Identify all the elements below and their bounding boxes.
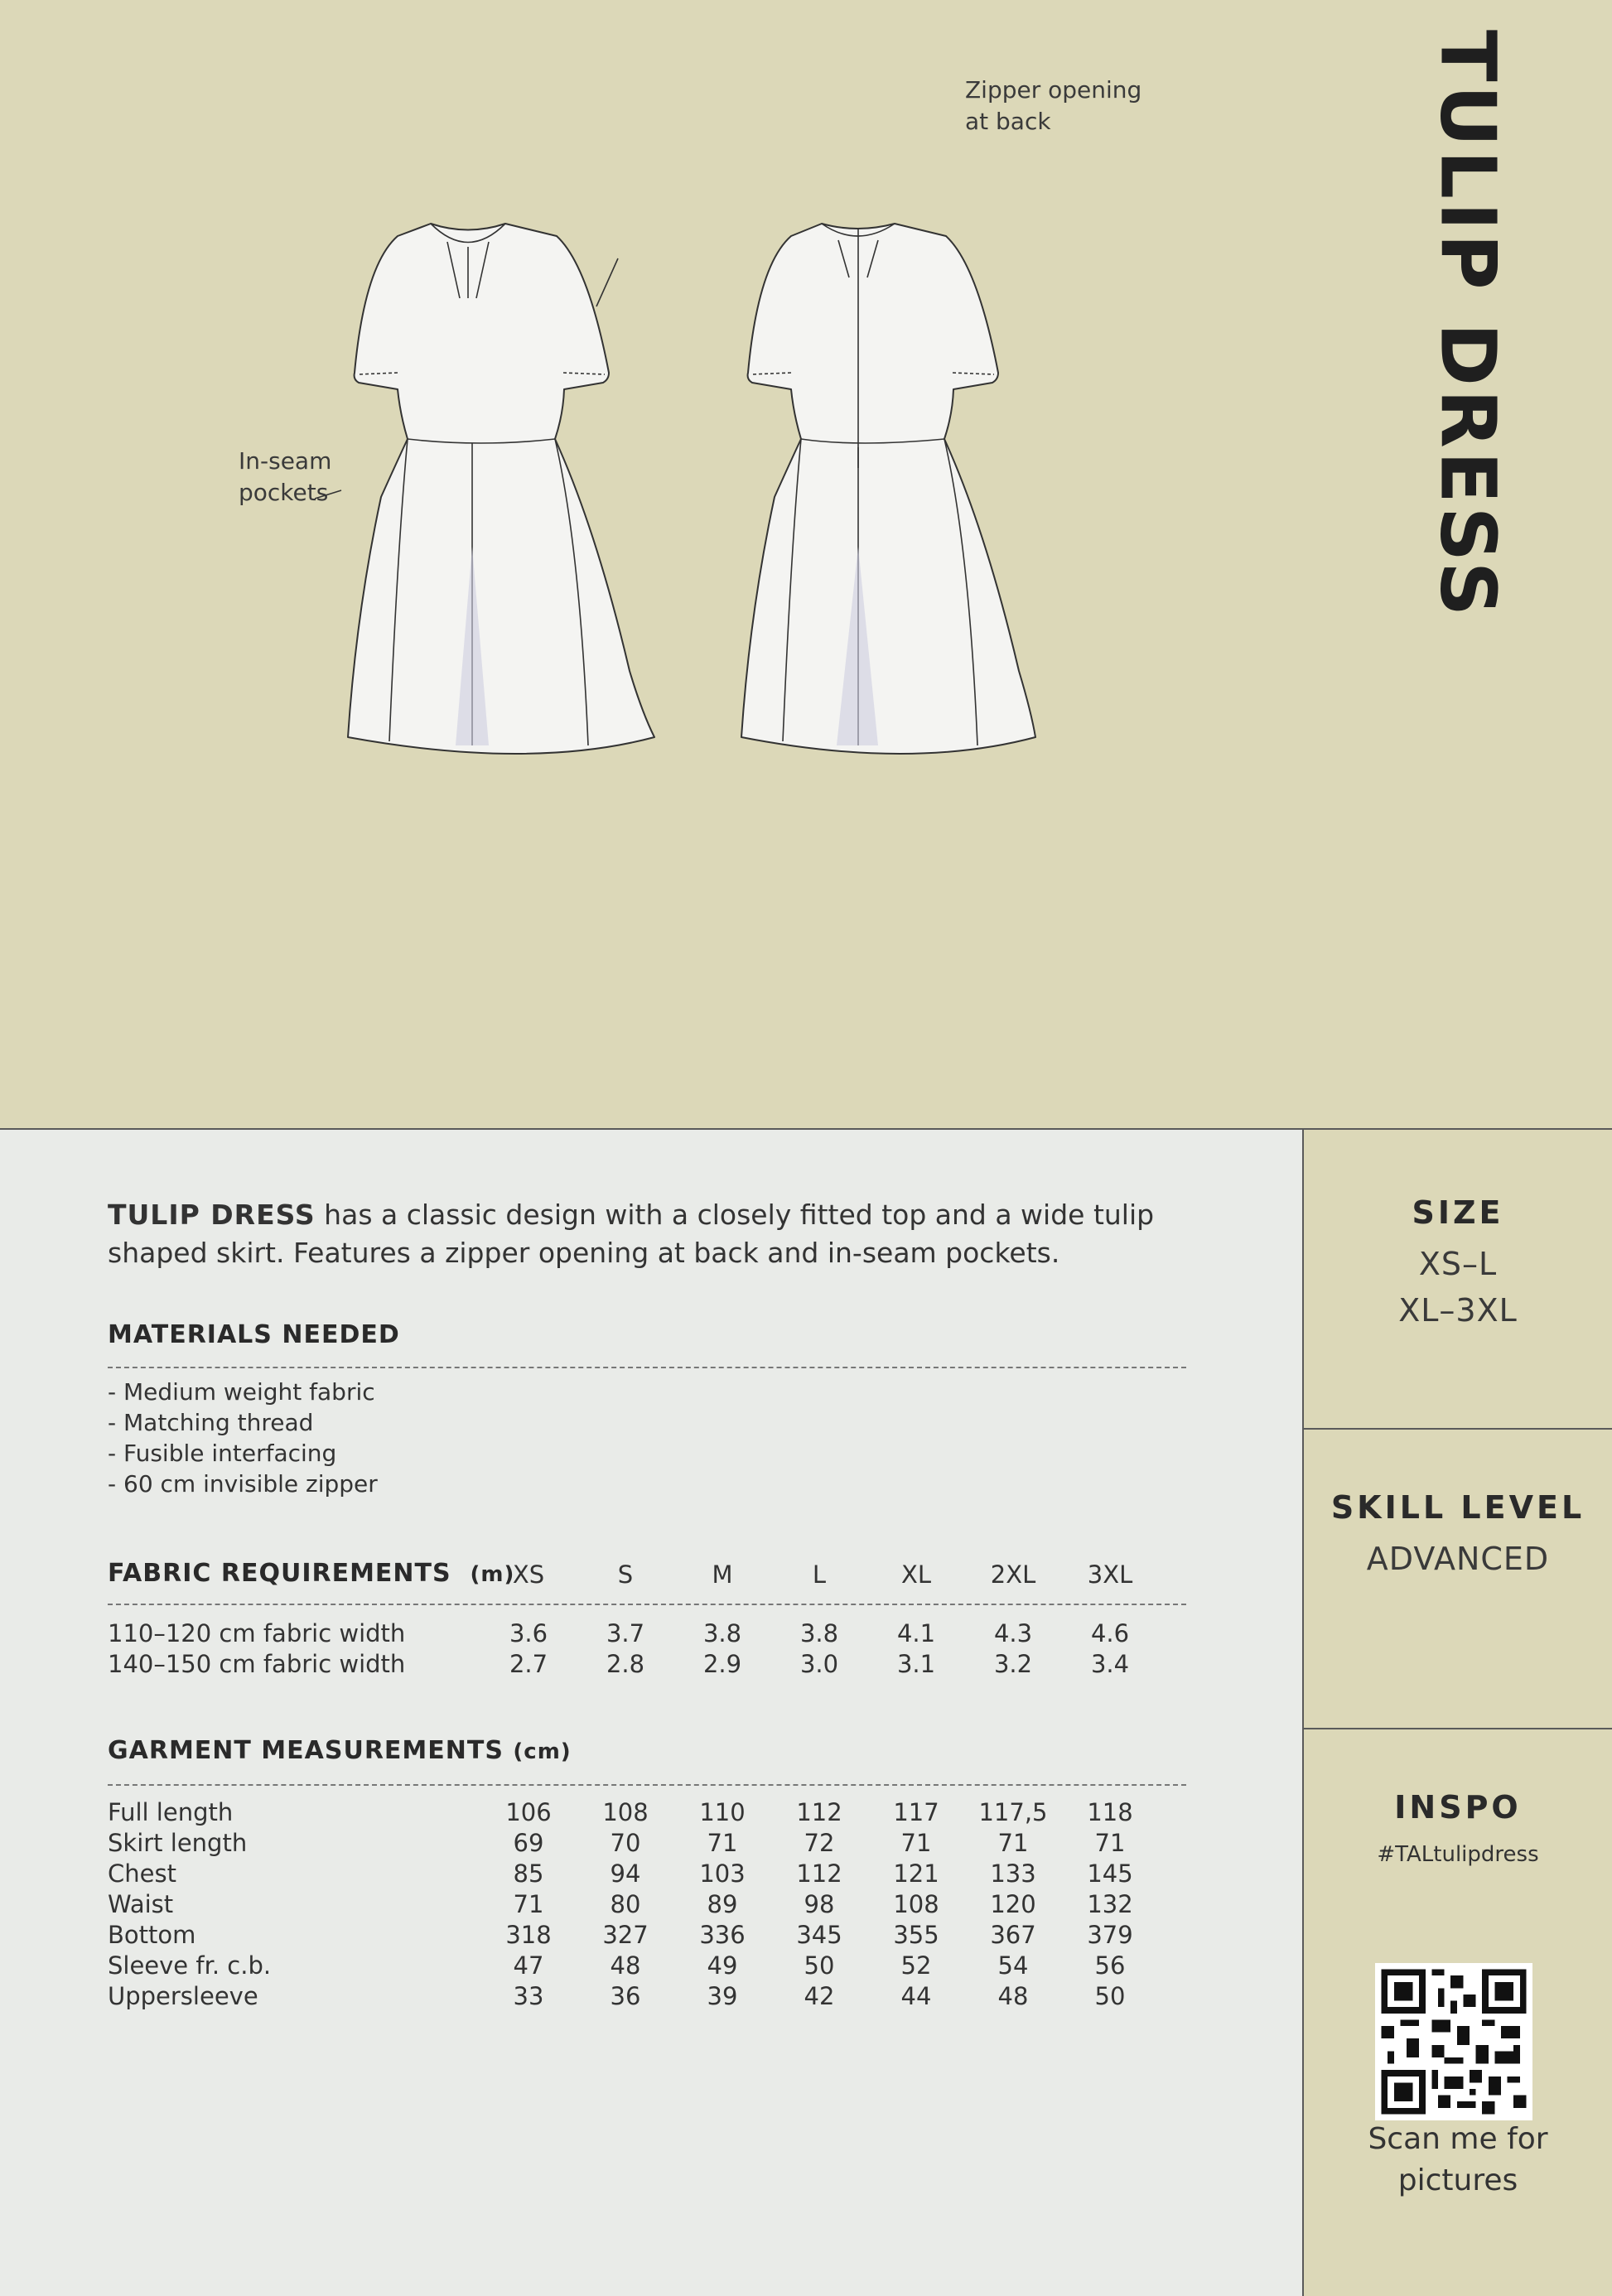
table-cell: 3.7 bbox=[606, 1619, 645, 1647]
table-cell: 327 bbox=[602, 1921, 649, 1949]
inspo-box: INSPO #TALtulipdress Scan me for pictures bbox=[1304, 1729, 1612, 2296]
size-header: 3XL bbox=[1087, 1560, 1133, 1589]
table-row-label: Sleeve fr. c.b. bbox=[108, 1951, 272, 1980]
table-cell: 355 bbox=[893, 1921, 939, 1949]
table-cell: 50 bbox=[1094, 1982, 1126, 2010]
front-dress bbox=[348, 224, 654, 754]
table-row-label: 110–120 cm fabric width bbox=[108, 1619, 406, 1647]
table-cell: 54 bbox=[997, 1951, 1029, 1980]
table-cell: 318 bbox=[505, 1921, 552, 1949]
table-cell: 145 bbox=[1087, 1859, 1133, 1888]
scan-caption: Scan me for pictures bbox=[1368, 2122, 1548, 2197]
pockets-callout: In-seam pockets bbox=[239, 447, 332, 506]
table-cell: 71 bbox=[513, 1890, 544, 1918]
table-cell: 70 bbox=[610, 1829, 641, 1857]
table-cell: 49 bbox=[707, 1951, 738, 1980]
materials-list bbox=[108, 1377, 378, 1499]
table-cell: 120 bbox=[990, 1890, 1036, 1918]
table-cell: 3.2 bbox=[993, 1650, 1033, 1678]
table-cell: 132 bbox=[1087, 1890, 1133, 1918]
table-cell: 48 bbox=[610, 1951, 641, 1980]
table-cell: 89 bbox=[707, 1890, 738, 1918]
table-cell: 345 bbox=[796, 1921, 842, 1949]
table-row-label: Full length bbox=[108, 1798, 234, 1826]
table-row-label: Waist bbox=[108, 1890, 174, 1918]
size-box: SIZE XS–L XL–3XL bbox=[1304, 1130, 1612, 1430]
table-cell: 48 bbox=[997, 1982, 1029, 2010]
table-cell: 56 bbox=[1094, 1951, 1126, 1980]
table-cell: 3.4 bbox=[1090, 1650, 1130, 1678]
vertical-title: TULIP DRESS bbox=[1423, 29, 1513, 620]
materials-heading: MATERIALS NEEDED bbox=[108, 1320, 400, 1349]
intro-paragraph: TULIP DRESS has a classic design with a closely fitted top and a wide tulip shaped skirt. Features a zipper opening at back and in-seam pockets. bbox=[108, 1199, 1155, 1269]
table-cell: 71 bbox=[997, 1829, 1029, 1857]
table-cell: 80 bbox=[610, 1890, 641, 1918]
table-cell: 3.1 bbox=[896, 1650, 936, 1678]
table-cell: 3.8 bbox=[702, 1619, 742, 1647]
table-cell: 94 bbox=[610, 1859, 641, 1888]
table-row-label: Bottom bbox=[108, 1921, 196, 1949]
size-header: L bbox=[812, 1560, 827, 1589]
divider bbox=[108, 1604, 1186, 1605]
table-cell: 379 bbox=[1087, 1921, 1133, 1949]
table-cell: 112 bbox=[796, 1798, 842, 1826]
table-cell: 98 bbox=[804, 1890, 835, 1918]
skill-box: SKILL LEVEL ADVANCED bbox=[1304, 1430, 1612, 1729]
table-cell: 106 bbox=[505, 1798, 552, 1826]
list-item: - Medium weight fabric bbox=[108, 1378, 375, 1406]
divider bbox=[108, 1784, 1186, 1786]
table-cell: 71 bbox=[707, 1829, 738, 1857]
table-cell: 367 bbox=[990, 1921, 1036, 1949]
table-cell: 121 bbox=[893, 1859, 939, 1888]
list-item: - Matching thread bbox=[108, 1409, 314, 1436]
list-item: - Fusible interfacing bbox=[108, 1440, 337, 1467]
size-header: S bbox=[617, 1560, 634, 1589]
table-row-label: Chest bbox=[108, 1859, 176, 1888]
details-area bbox=[0, 1128, 1612, 2296]
garment-heading: GARMENT MEASUREMENTS (cm) bbox=[108, 1736, 572, 1765]
table-cell: 2.8 bbox=[606, 1650, 645, 1678]
side-panel bbox=[1302, 1128, 1612, 2296]
fabric-heading: FABRIC REQUIREMENTS (m) bbox=[108, 1559, 515, 1588]
table-cell: 47 bbox=[513, 1951, 544, 1980]
table-cell: 39 bbox=[707, 1982, 738, 2010]
size-header: XS bbox=[512, 1560, 545, 1589]
table-cell: 108 bbox=[602, 1798, 649, 1826]
hashtag: #TALtulipdress bbox=[1377, 1842, 1539, 1867]
dress-technical-drawing bbox=[315, 199, 1110, 961]
table-cell: 71 bbox=[1094, 1829, 1126, 1857]
table-cell: 44 bbox=[900, 1982, 932, 2010]
size-header: M bbox=[712, 1560, 733, 1589]
table-cell: 36 bbox=[610, 1982, 641, 2010]
table-cell: 69 bbox=[513, 1829, 544, 1857]
table-cell: 4.3 bbox=[993, 1619, 1033, 1647]
table-cell: 3.6 bbox=[509, 1619, 548, 1647]
zipper-callout: Zipper opening at back bbox=[965, 76, 1142, 135]
table-cell: 108 bbox=[893, 1890, 939, 1918]
table-cell: 71 bbox=[900, 1829, 932, 1857]
table-cell: 336 bbox=[699, 1921, 746, 1949]
table-cell: 112 bbox=[796, 1859, 842, 1888]
table-cell: 85 bbox=[513, 1859, 544, 1888]
table-cell: 4.6 bbox=[1090, 1619, 1130, 1647]
table-cell: 110 bbox=[699, 1798, 746, 1826]
table-cell: 50 bbox=[804, 1951, 835, 1980]
table-cell: 103 bbox=[699, 1859, 746, 1888]
table-row-label: Uppersleeve bbox=[108, 1982, 258, 2010]
divider bbox=[108, 1367, 1186, 1368]
table-cell: 3.0 bbox=[799, 1650, 839, 1678]
table-row-label: Skirt length bbox=[108, 1829, 248, 1857]
table-cell: 133 bbox=[990, 1859, 1036, 1888]
qr-code[interactable] bbox=[1375, 1963, 1532, 2120]
table-cell: 33 bbox=[513, 1982, 544, 2010]
table-cell: 4.1 bbox=[896, 1619, 936, 1647]
table-cell: 2.7 bbox=[509, 1650, 548, 1678]
list-item: - 60 cm invisible zipper bbox=[108, 1470, 378, 1498]
table-cell: 3.8 bbox=[799, 1619, 839, 1647]
table-cell: 72 bbox=[804, 1829, 835, 1857]
table-cell: 42 bbox=[804, 1982, 835, 2010]
table-cell: 2.9 bbox=[702, 1650, 742, 1678]
table-cell: 117 bbox=[893, 1798, 939, 1826]
size-header: 2XL bbox=[990, 1560, 1036, 1589]
table-cell: 117,5 bbox=[978, 1798, 1048, 1826]
illustration-area bbox=[0, 0, 1612, 1128]
table-row-label: 140–150 cm fabric width bbox=[108, 1650, 406, 1678]
table-cell: 118 bbox=[1087, 1798, 1133, 1826]
table-cell: 52 bbox=[900, 1951, 932, 1980]
pattern-info-panel bbox=[0, 1128, 1302, 2296]
size-header: XL bbox=[900, 1560, 932, 1589]
